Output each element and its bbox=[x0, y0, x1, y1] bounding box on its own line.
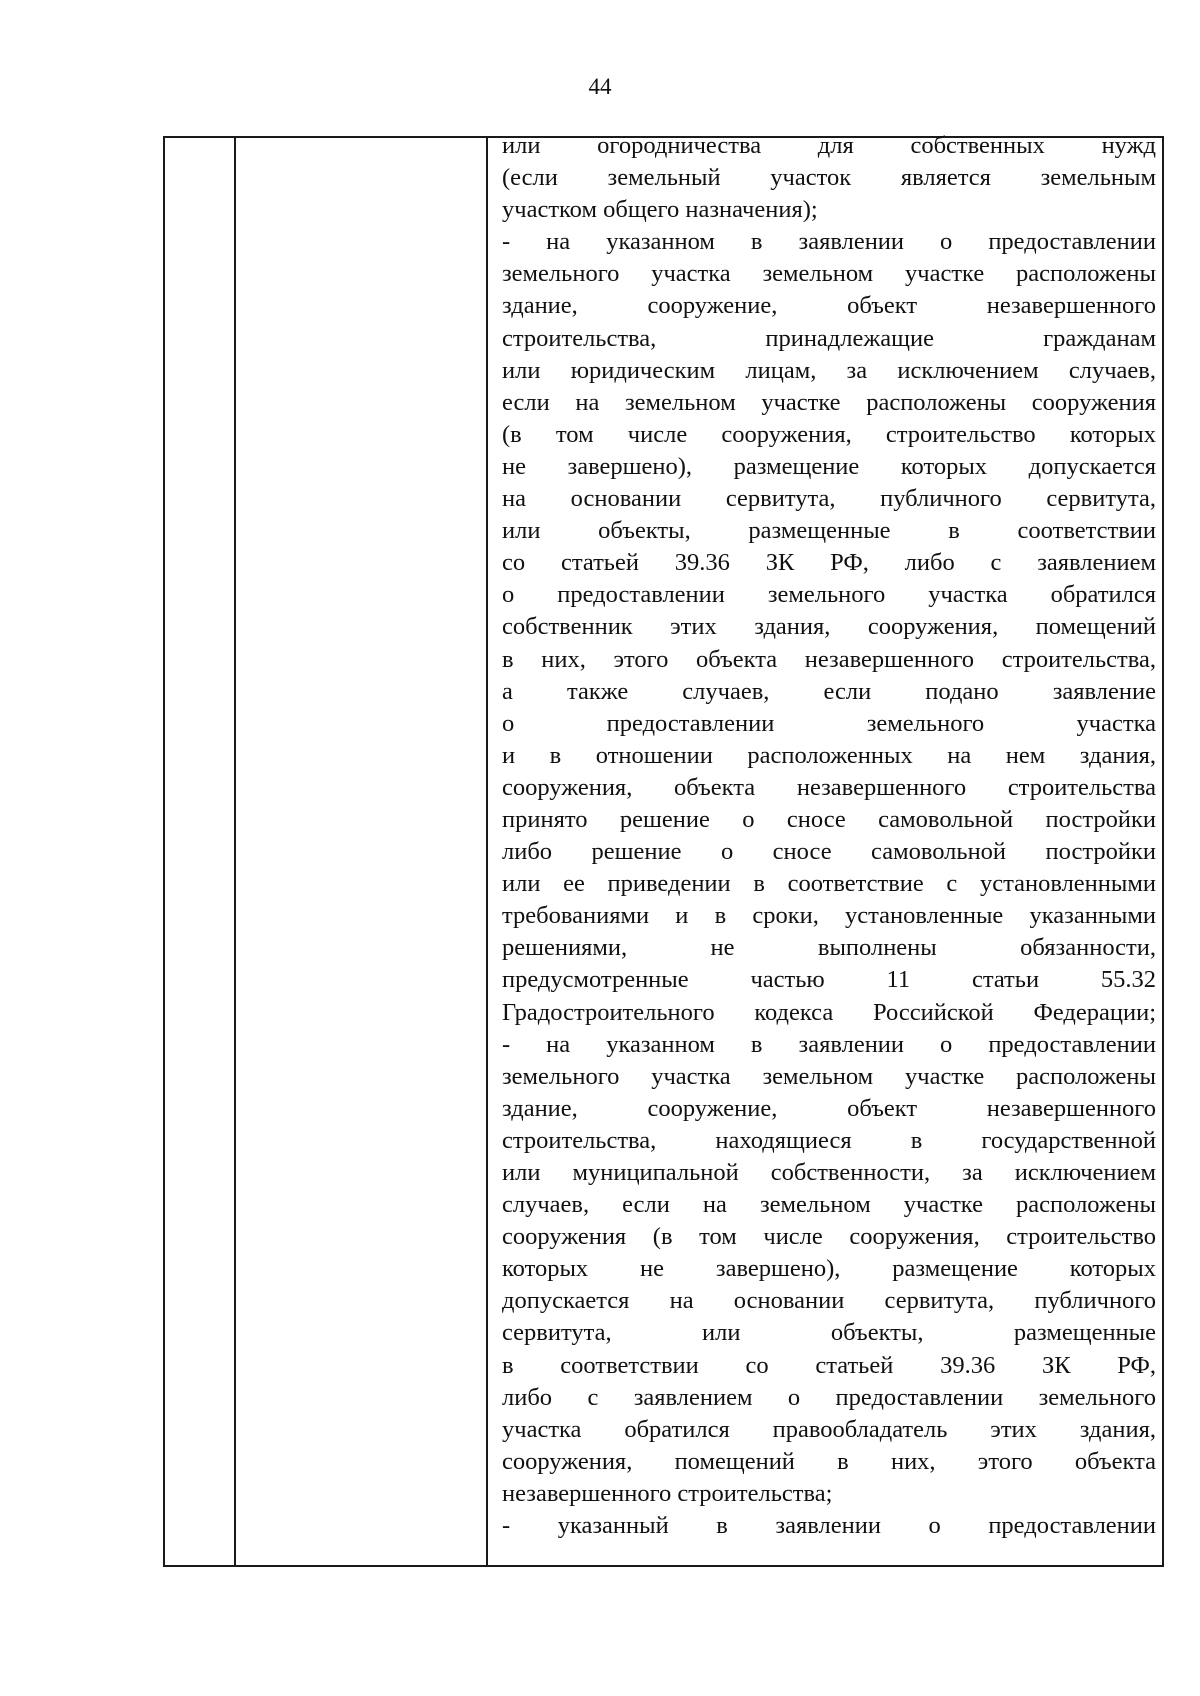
text-line: со статьей 39.36 ЗК РФ, либо с заявлением bbox=[502, 549, 1156, 577]
text-line: на основании сервитута, публичного сервитута, bbox=[502, 485, 1156, 513]
text-line: или муниципальной собственности, за исключением bbox=[502, 1159, 1156, 1186]
text-line: сооружения (в том числе сооружения, строительство bbox=[502, 1223, 1156, 1251]
text-line: если на земельном участке расположены сооружения bbox=[502, 388, 1156, 416]
text-line: участком общего назначения); bbox=[502, 196, 818, 224]
text-line: (если земельный участок является земельным bbox=[502, 164, 1156, 192]
text-line: о предоставлении земельного участка обратился bbox=[502, 581, 1156, 609]
text-line: в них, этого объекта незавершенного строительства, bbox=[502, 645, 1156, 673]
text-line: - на указанном в заявлении о предоставлении bbox=[502, 1030, 1156, 1058]
text-line: земельного участка земельном участке расположены bbox=[502, 1062, 1156, 1090]
text-line: земельного участка земельном участке расположены bbox=[502, 260, 1156, 288]
text-line: случаев, если на земельном участке расположены bbox=[502, 1191, 1156, 1219]
page-number: 44 bbox=[588, 74, 612, 99]
text-line: или объекты, размещенные в соответствии bbox=[502, 517, 1156, 545]
column-divider-1 bbox=[234, 138, 236, 1565]
table-cell-text bbox=[502, 130, 1156, 1565]
text-line: допускается на основании сервитута, публичного bbox=[502, 1287, 1156, 1315]
column-divider-2 bbox=[486, 138, 488, 1565]
text-line: сооружения, объекта незавершенного строительства bbox=[502, 773, 1156, 801]
text-line: здание, сооружение, объект незавершенного bbox=[502, 1094, 1156, 1122]
text-line: строительства, находящиеся в государственной bbox=[502, 1126, 1156, 1154]
text-line: решениями, не выполнены обязанности, bbox=[502, 934, 1156, 962]
text-line: либо с заявлением о предоставлении земельного bbox=[502, 1383, 1156, 1411]
text-line: и в отношении расположенных на нем здания, bbox=[502, 741, 1156, 769]
text-line: требованиями и в сроки, установленные указанными bbox=[502, 902, 1156, 930]
text-line: или ее приведении в соответствие с установленными bbox=[502, 870, 1156, 898]
text-line: (в том числе сооружения, строительство которых bbox=[502, 420, 1156, 448]
text-line: незавершенного строительства; bbox=[502, 1479, 833, 1507]
text-line: о предоставлении земельного участка bbox=[502, 709, 1156, 737]
text-line: собственник этих здания, сооружения, помещений bbox=[502, 613, 1156, 641]
text-line: предусмотренные частью 11 статьи 55.32 bbox=[502, 966, 1156, 994]
text-line: которых не завершено), размещение которых bbox=[502, 1255, 1156, 1283]
text-line: принято решение о сносе самовольной постройки bbox=[502, 805, 1156, 833]
document-table bbox=[163, 132, 1164, 1567]
text-line: а также случаев, если подано заявление bbox=[502, 677, 1156, 705]
text-line: строительства, принадлежащие гражданам bbox=[502, 324, 1156, 352]
text-line: Градостроительного кодекса Российской Федерации; bbox=[502, 998, 1156, 1026]
text-line: здание, сооружение, объект незавершенного bbox=[502, 292, 1156, 320]
text-line: либо решение о сносе самовольной постройки bbox=[502, 838, 1156, 866]
text-line: сооружения, помещений в них, этого объекта bbox=[502, 1447, 1156, 1475]
text-line: в соответствии со статьей 39.36 ЗК РФ, bbox=[502, 1351, 1156, 1379]
text-line: или юридическим лицам, за исключением случаев, bbox=[502, 356, 1156, 384]
text-line: сервитута, или объекты, размещенные bbox=[502, 1319, 1156, 1347]
text-line: - на указанном в заявлении о предоставлении bbox=[502, 228, 1156, 256]
text-line: не завершено), размещение которых допускается bbox=[502, 452, 1156, 480]
text-line: - указанный в заявлении о предоставлении bbox=[502, 1512, 1156, 1540]
text-line: или огородничества для собственных нужд bbox=[502, 132, 1156, 159]
text-line: участка обратился правообладатель этих здания, bbox=[502, 1415, 1156, 1443]
